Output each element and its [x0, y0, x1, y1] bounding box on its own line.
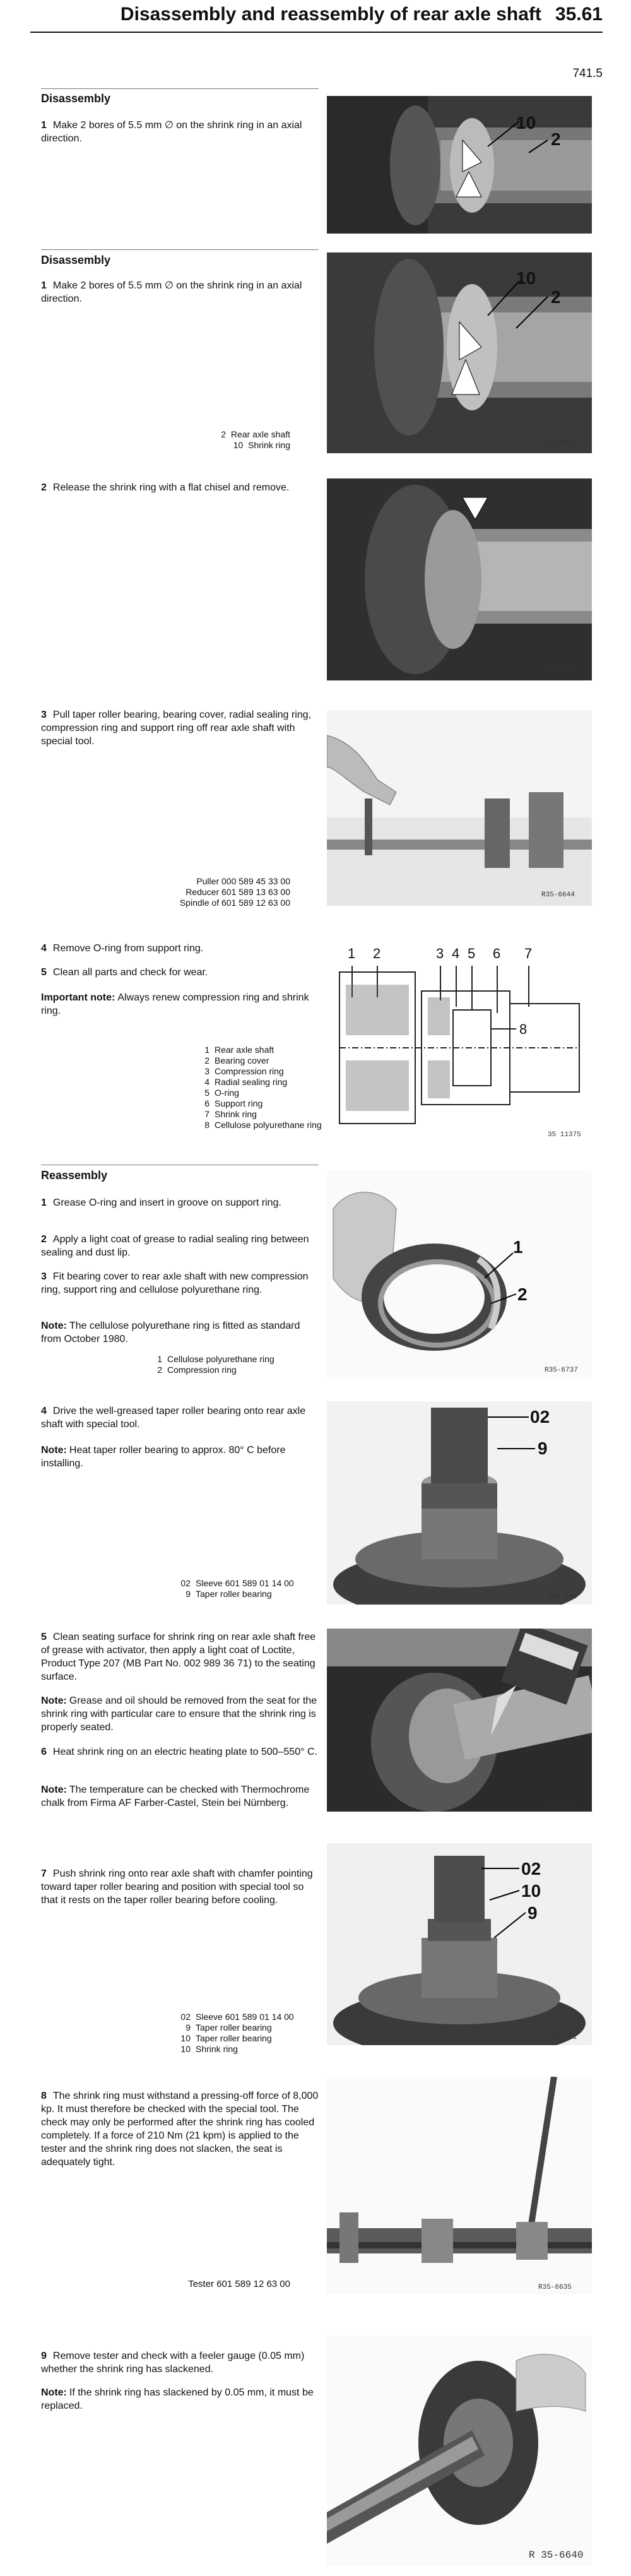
step-body: Remove O-ring from support ring.: [52, 943, 204, 954]
step-body: Make 2 bores of 5.5 mm ∅ on the shrink ring in an axial direction.: [41, 280, 302, 304]
step-text: [41, 2349, 319, 2376]
note-body: The cellulose polyurethane ring is fitted as standard from October 1980.: [41, 1321, 300, 1344]
figure-code: R 35-6640: [529, 2549, 584, 2561]
callout-label: 9: [538, 1439, 548, 1458]
legend-item: 2 Bearing cover: [204, 1055, 269, 1065]
step-number: 1: [41, 120, 47, 131]
drawing-label: 8: [519, 1021, 528, 1037]
page-header: [121, 4, 603, 25]
step-body: Release the shrink ring with a flat chisel and remove.: [52, 482, 290, 493]
step-body: Push shrink ring onto rear axle shaft with chamfer pointing toward taper roller bearing and position with special tool so that it rests on the taper roller bearing before cooling.: [41, 1868, 313, 1906]
step-text: [41, 481, 319, 494]
figure-compression-ring: [327, 1171, 592, 1379]
step-number: 5: [41, 967, 47, 978]
step-body: Remove tester and check with a feeler gauge (0.05 mm) whether the shrink ring has slackened.: [41, 2351, 305, 2375]
section-rule: [41, 249, 319, 250]
figure-code: 235-501: [548, 1593, 577, 1601]
step-number: 2: [41, 482, 47, 493]
parts-legend: [189, 1045, 322, 1131]
section-heading: Disassembly: [41, 254, 111, 266]
note-body: The temperature can be checked with Thermochrome chalk from Firma AF Farber-Castel, Stein bei Nürnberg.: [41, 1784, 310, 1808]
figure-feeler-gauge: [327, 2336, 592, 2566]
legend-item: 4 Radial sealing ring: [204, 1077, 288, 1087]
note-label: Note:: [41, 1445, 67, 1456]
figure-shrink-ring-bores: [327, 96, 592, 234]
figure-code: R35-6635: [538, 2284, 572, 2291]
legend-item: 9 Taper roller bearing: [186, 1589, 272, 1599]
step-number: 5: [41, 1632, 47, 1642]
legend-item: 5 O-ring: [204, 1088, 239, 1098]
legend-item: 9 Taper roller bearing: [186, 2022, 272, 2033]
tool-list: [180, 876, 290, 908]
legend-item: 7 Shrink ring: [204, 1109, 257, 1119]
note-label: Note:: [41, 1784, 67, 1795]
figure-code: R35-6737: [545, 1367, 578, 1374]
important-note: [41, 991, 319, 1018]
figure-release-shrink-ring: [327, 478, 592, 680]
note: [41, 1783, 319, 1810]
note-body: Grease and oil should be removed from the seat for the shrink ring with particular care to ensure that the shrink ring is properly seated.: [41, 1695, 317, 1733]
note-label: Note:: [41, 1695, 67, 1706]
figure-legend: [221, 429, 290, 451]
step-body: The shrink ring must withstand a pressing-off force of 8,000 kp. It must therefore be checked with the special tool. The check may only be performed after the shrink ring has cooled completely. If a force of 210 Nm (21 kpm) is applied to the tester and the shrink ring does not slacken, the seat is adequately tight.: [41, 2091, 319, 2168]
step-number: 7: [41, 1868, 47, 1879]
legend-item: 6 Support ring: [204, 1098, 263, 1108]
step-body: Grease O-ring and insert in groove on support ring.: [52, 1197, 281, 1208]
figure-apply-loctite: [327, 1629, 592, 1812]
step-text: [41, 1867, 319, 1907]
legend-item: 10 Shrink ring: [180, 2044, 238, 2054]
note-label: Note:: [41, 2387, 67, 2398]
section-heading: Reassembly: [41, 1169, 108, 1182]
step-body: Pull taper roller bearing, bearing cover, radial sealing ring, compression ring and support ring off rear axle shaft with special tool.: [41, 709, 312, 747]
step-number: 2: [41, 1234, 47, 1245]
tool-item: Puller 000 589 45 33 00: [196, 876, 290, 886]
note-body: Heat taper roller bearing to approx. 80° C before installing.: [41, 1445, 286, 1469]
step-number: 1: [41, 280, 47, 291]
drawing-label: 1: [348, 946, 356, 961]
note: [41, 1319, 319, 1346]
legend-item: 2 Rear axle shaft: [221, 429, 290, 439]
callout-label: 02: [521, 1859, 541, 1879]
note-label: Important note:: [41, 992, 115, 1003]
section-rule: [41, 88, 319, 89]
step-body: Drive the well-greased taper roller bearing onto rear axle shaft with special tool.: [41, 1406, 306, 1430]
note-body: If the shrink ring has slackened by 0.05 mm, it must be replaced.: [41, 2387, 314, 2411]
drawing-label: 2: [373, 946, 381, 961]
step-text: [41, 942, 319, 955]
step-text: [41, 1745, 319, 1759]
step-body: Heat shrink ring on an electric heating plate to 500–550° C.: [52, 1747, 318, 1757]
header-rule: [30, 32, 603, 33]
callout-label: 10: [516, 268, 536, 288]
step-text: [41, 1196, 319, 1209]
figure-tester: [327, 2077, 592, 2294]
note-label: Note:: [41, 1321, 67, 1331]
callout-label: 2: [517, 1285, 528, 1304]
figure-code: R35-6644: [541, 891, 575, 899]
step-number: 6: [41, 1747, 47, 1757]
tester-label: [188, 2279, 290, 2289]
drawing-label: 3: [436, 946, 444, 961]
figure-push-shrink-ring: [327, 1843, 592, 2045]
legend-item: 8 Cellulose polyurethane ring: [204, 1120, 322, 1130]
callout-label: 2: [551, 287, 561, 307]
step-number: 3: [41, 709, 47, 720]
legend-item: 02 Sleeve 601 589 01 14 00: [180, 2012, 294, 2022]
figure-code: 235-361: [548, 2034, 577, 2041]
step-text: [41, 708, 319, 748]
figure-puller: [327, 710, 592, 906]
note-body: Always renew compression ring and shrink ring.: [41, 992, 309, 1016]
figure-code: 235-560: [545, 440, 574, 448]
step-body: Clean seating surface for shrink ring on rear axle shaft free of grease with activator, then apply a light coat of Loctite, Product Type 207 (MB Part No. 002 989 36 71) to the seating surface.: [41, 1632, 316, 1682]
legend-item: 3 Compression ring: [204, 1066, 284, 1076]
step-body: Apply a light coat of grease to radial sealing ring between sealing and dust lip.: [41, 1234, 309, 1258]
drawing-label: 7: [524, 946, 533, 961]
legend-item: 1 Cellulose polyurethane ring: [157, 1354, 274, 1364]
callout-label: 10: [516, 113, 536, 133]
step-text: [41, 1233, 319, 1259]
step-body: Make 2 bores of 5.5 mm ∅ on the shrink ring in an axial direction.: [41, 120, 302, 144]
tool-item: Tester 601 589 12 63 00: [188, 2279, 290, 2289]
page-title: Disassembly and reassembly of rear axle shaft: [120, 4, 541, 25]
note: [41, 1694, 319, 1734]
figure-sectional-drawing: [327, 928, 592, 1143]
legend-item: 10 Taper roller bearing: [180, 2033, 272, 2043]
step-number: 4: [41, 1406, 47, 1416]
legend-item: 2 Compression ring: [157, 1365, 237, 1375]
step-text: [41, 1270, 319, 1297]
drawing-label: 6: [493, 946, 501, 961]
tool-item: Reducer 601 589 13 63 00: [186, 887, 290, 897]
note: [41, 1444, 319, 1470]
section-heading: Disassembly: [41, 92, 111, 105]
step-number: 8: [41, 2091, 47, 2101]
step-text: [41, 119, 319, 145]
step-body: Clean all parts and check for wear.: [52, 967, 208, 978]
figure-code: 235-505: [545, 1800, 574, 1808]
step-number: 1: [41, 1197, 47, 1208]
step-text: [41, 1404, 319, 1431]
callout-label: 9: [528, 1903, 538, 1923]
step-text: [41, 1630, 319, 1683]
step-text: [41, 2089, 319, 2169]
legend-item: 1 Rear axle shaft: [204, 1045, 274, 1055]
callout-label: 02: [530, 1407, 550, 1427]
figure-drive-bearing: [327, 1401, 592, 1605]
step-number: 3: [41, 1271, 47, 1282]
note: [41, 2386, 319, 2413]
figure-legend: [170, 1578, 294, 1600]
step-number: 4: [41, 943, 47, 954]
legend-item: 02 Sleeve 601 589 01 14 00: [180, 1578, 294, 1588]
section-number: 35.61: [555, 4, 603, 25]
step-text: [41, 966, 319, 979]
legend-item: 10 Shrink ring: [233, 440, 290, 450]
callout-label: 1: [513, 1237, 523, 1257]
drawing-label: 5: [468, 946, 476, 961]
step-text: [41, 279, 319, 306]
figure-code: 235-500: [545, 666, 574, 674]
step-number: 9: [41, 2351, 47, 2361]
step-body: Fit bearing cover to rear axle shaft with new compression ring, support ring and cellulose polyurethane ring.: [41, 1271, 309, 1295]
callout-label: 10: [521, 1881, 541, 1901]
drawing-label: 4: [452, 946, 460, 961]
page-code: 741.5: [572, 67, 603, 80]
figure-shrink-ring-bores-closeup: [327, 252, 592, 453]
figure-legend: [170, 2012, 294, 2055]
callout-label: 2: [551, 129, 561, 149]
figure-legend: [142, 1354, 274, 1375]
tool-item: Spindle of 601 589 12 63 00: [179, 898, 290, 908]
figure-code: 35 11375: [548, 1131, 581, 1139]
